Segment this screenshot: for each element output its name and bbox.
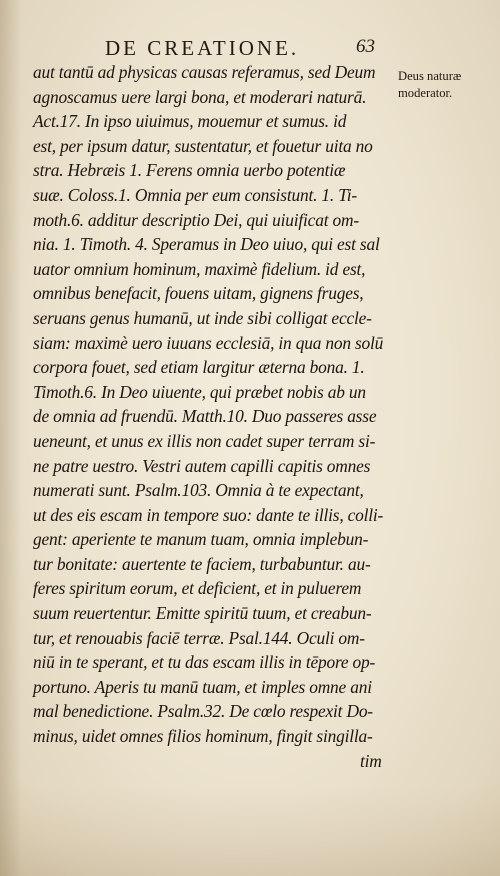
- text-line: moth.6. additur descriptio Dei, qui uiuificat om-: [33, 209, 359, 230]
- text-line: est, per ipsum datur, sustentatur, et fouetur uita no: [33, 135, 373, 156]
- text-line: stra. Hebræis 1. Ferens omnia uerbo potentiæ: [33, 160, 346, 181]
- running-head: [0, 36, 500, 62]
- running-title: DE CREATIONE.: [105, 36, 300, 60]
- spine-shadow: [0, 0, 22, 876]
- text-line: ueneunt, et unus ex illis non cadet super terram si-: [33, 430, 376, 451]
- text-line: Timoth.6. In Deo uiuente, qui præbet nobis ab un: [33, 381, 366, 402]
- text-line: numerati sunt. Psalm.103. Omnia à te expectant,: [33, 480, 364, 501]
- text-line: ut des eis escam in tempore suo: dante te illis, colli-: [33, 504, 384, 525]
- text-line: mal benedictione. Psalm.32. De cœlo respexit Do-: [33, 701, 373, 722]
- text-line: de omnia ad fruendū. Matth.10. Duo passeres asse: [33, 406, 377, 427]
- text-line: tur bonitate: auertente te faciem, turbabuntur. au-: [33, 553, 371, 574]
- page-number: 63: [356, 36, 375, 57]
- text-line: Act.17. In ipso uiuimus, mouemur et sumus. id: [33, 111, 347, 132]
- text-line: agnoscamus uere largi bona, et moderari naturā.: [33, 86, 367, 107]
- text-line: suæ. Coloss.1. Omnia per eum consistunt. 1. Ti-: [33, 184, 357, 205]
- text-line: uator omnium hominum, maximè fidelium. id est,: [33, 258, 366, 279]
- text-line: minus, uidet omnes filios hominum, fingit singilla-: [33, 726, 373, 747]
- body-text: [33, 60, 393, 773]
- marginal-note: [398, 68, 490, 102]
- text-line: feres spiritum eorum, et deficient, et in puluerem: [33, 578, 362, 599]
- text-line: seruans genus humanū, ut inde sibi colligat eccle-: [33, 307, 372, 328]
- text-line: siam: maximè uero iuuans ecclesiā, in qua non solū: [33, 332, 384, 353]
- text-line: ne patre uestro. Vestri autem capilli capitis omnes: [33, 455, 371, 476]
- text-line: omnibus benefacit, fouens uitam, gignens fruges,: [33, 283, 364, 304]
- marginal-note-line: Deus naturæ: [398, 69, 462, 83]
- text-line: niū in te sperant, et tu das escam illis in tēpore op-: [33, 652, 376, 673]
- text-line: corpora fouet, sed etiam largitur æterna bona. 1.: [33, 357, 365, 378]
- text-line: nia. 1. Timoth. 4. Speramus in Deo uiuo, qui est sal: [33, 234, 380, 255]
- catchword: tim: [360, 750, 382, 771]
- text-line: portuno. Aperis tu manū tuam, et imples omne ani: [33, 676, 372, 697]
- text-line: tur, et renouabis faciē terræ. Psal.144. Oculi om-: [33, 627, 365, 648]
- text-line: suum reuertentur. Emitte spiritū tuum, et creabun-: [33, 603, 372, 624]
- text-line: gent: aperiente te manum tuam, omnia implebun-: [33, 529, 369, 550]
- marginal-note-line: moderator.: [398, 86, 453, 100]
- text-line: aut tantū ad physicas causas referamus, sed Deum: [33, 62, 376, 82]
